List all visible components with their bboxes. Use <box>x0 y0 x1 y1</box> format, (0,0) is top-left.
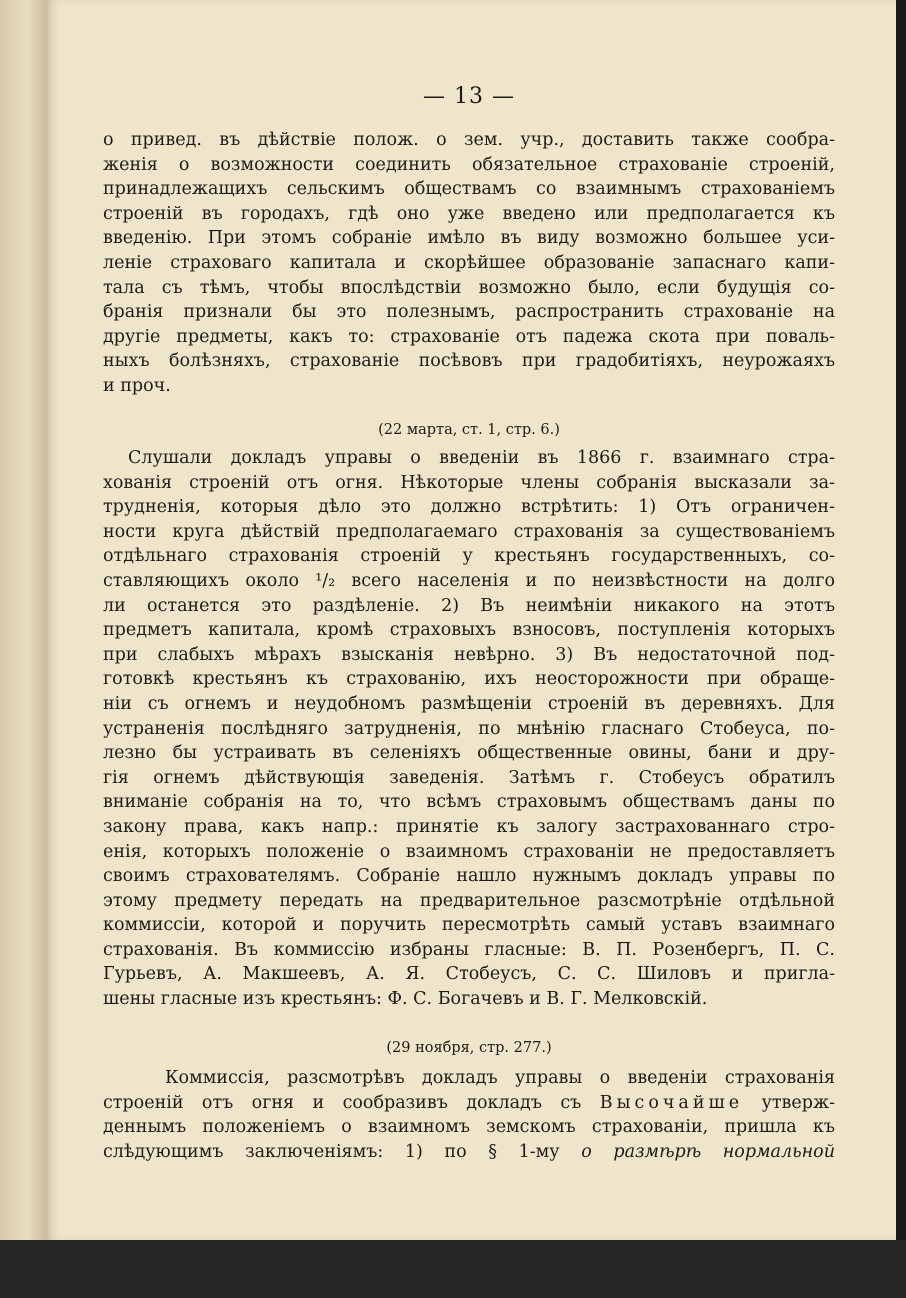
paragraph_1-line: о привед. въ дѣйствіе полож. о зем. учр., доставить также сообра- <box>103 130 835 150</box>
text-run: слѣдующимъ заключеніямъ: 1) по § 1-му <box>103 1141 560 1162</box>
paragraph_2-line: устраненія послѣдняго затрудненія, по мнѣнію гласнаго Стобеуса, по- <box>103 718 835 739</box>
paragraph_2-line: ли останется это раздѣленіе. 2) Въ неимѣніи никакого на этотъ <box>103 595 835 616</box>
paragraph_2-line: хованія строеній отъ огня. Нѣкоторые члены собранія высказали за- <box>103 472 835 493</box>
page-number: — 13 — <box>423 84 515 109</box>
paragraph_2-line: закону права, какъ напр.: принятіе къ залогу застрахованнаго стро- <box>103 816 835 837</box>
text-run: утверж- <box>761 1092 835 1113</box>
paragraph_1-line: принадлежащихъ сельскимъ обществамъ со взаимнымъ страхованіемъ <box>103 179 835 200</box>
paragraph-3-line: Коммиссія, разсмотрѣвъ докладъ управы о введеніи страхованія <box>165 1068 835 1088</box>
paragraph_2-line: коммиссіи, которой и поручить пересмотрѣть самый уставъ взаимнаго <box>103 915 835 936</box>
paragraph_2-line: отдѣльнаго страхованія строеній у крестьянъ государственныхъ, со- <box>103 546 835 567</box>
paragraph-3 <box>103 1066 835 1164</box>
paragraph_1-line: строеній въ городахъ, гдѣ оно уже введено или предполагается къ <box>103 203 835 224</box>
paragraph_2-line: при слабыхъ мѣрахъ взысканія невѣрно. 3) Въ недостаточной под- <box>103 644 835 665</box>
paragraph-2 <box>103 446 835 1012</box>
paragraph_1-line: другіе предметы, какъ то: страхованіе отъ падежа скота при поваль- <box>103 326 835 347</box>
citation-2: (29 ноября, стр. 277.) <box>386 1040 552 1056</box>
paragraph_2-line: трудненія, которыя дѣло это должно встрѣтить: 1) Отъ ограничен- <box>103 497 835 518</box>
paragraph_2-line: гія огнемъ дѣйствующія заведенія. Затѣмъ г. Стобеусъ обратилъ <box>103 767 835 788</box>
paragraph_2-line: шены гласные изъ крестьянъ: Ф. С. Богачевъ и В. Г. Мелковскій. <box>103 989 708 1010</box>
paragraph_1-line: введенію. При этомъ собраніе имѣло въ виду возможно большее уси- <box>103 228 835 249</box>
citation-1: (22 марта, ст. 1, стр. 6.) <box>378 422 560 438</box>
paragraph-1 <box>103 128 835 399</box>
paragraph_2-line: Гурьевъ, А. Макшеевъ, А. Я. Стобеусъ, С. С. Шиловъ и пригла- <box>103 964 835 985</box>
paragraph_2-line: готовкѣ крестьянъ къ страхованію, ихъ неосторожности при обраще- <box>103 669 835 690</box>
paragraph_2-line: енія, которыхъ положеніе о взаимномъ страхованіи не предоставляетъ <box>103 841 835 862</box>
paragraph_2-line: ности круга дѣйствій предполагаемаго страхованія за существованіемъ <box>103 521 835 542</box>
italic-phrase: о размѣрѣ нормальной <box>581 1141 835 1162</box>
paragraph_2-line: страхованія. Въ коммиссію избраны гласные: В. П. Розенбергъ, П. С. <box>103 939 835 960</box>
paragraph_2-line: этому предмету передать на предварительное разсмотрѣніе отдѣльной <box>103 890 835 911</box>
paragraph_1-line: бранія признали бы это полезнымъ, распространить страхованіе на <box>103 302 835 323</box>
emphasized-word: Высочайше <box>599 1092 744 1113</box>
text-run: строеній отъ огня и сообразивъ докладъ съ <box>103 1092 582 1113</box>
scan-background <box>0 1240 906 1298</box>
paragraph_2-line: ставляющихъ около ¹/₂ всего населенія и по неизвѣстности на долго <box>103 570 835 591</box>
paragraph_1-line: женія о возможности соединить обязательное страхованіе строеній, <box>103 154 835 175</box>
paragraph-3-line <box>103 1140 835 1165</box>
paragraph_2-line: вниманіе собранія на то, что всѣмъ страховымъ обществамъ даны по <box>103 792 835 813</box>
paragraph_1-line: и проч. <box>103 375 171 396</box>
paragraph_1-line: тала съ тѣмъ, чтобы впослѣдствіи возможно было, если будущія со- <box>103 277 835 298</box>
paragraph_2-line: ніи съ огнемъ и неудобномъ размѣщеніи строеній въ деревняхъ. Для <box>103 693 835 714</box>
paragraph_1-line: ныхъ болѣзняхъ, страхованіе посѣвовъ при градобитіяхъ, неурожаяхъ <box>103 351 835 372</box>
book-page <box>46 0 896 1240</box>
paragraph-3-line <box>103 1091 835 1116</box>
facing-page-edge <box>0 0 46 1298</box>
paragraph_2-line: своимъ страхователямъ. Собраніе нашло нужнымъ докладъ управы по <box>103 866 835 887</box>
paragraph-3-line: деннымъ положеніемъ о взаимномъ земскомъ страхованіи, пришла къ <box>103 1117 835 1138</box>
paragraph_1-line: леніе страховаго капитала и скорѣйшее образованіе запаснаго капи- <box>103 252 835 273</box>
paragraph_2-line: лезно бы устраивать въ селеніяхъ общественные овины, бани и дру- <box>103 743 835 764</box>
paragraph_2-line: предметъ капитала, кромѣ страховыхъ взносовъ, поступленія которыхъ <box>103 620 835 641</box>
paragraph_2-line: Слушали докладъ управы о введеніи въ 1866 г. взаимнаго стра- <box>128 448 835 468</box>
